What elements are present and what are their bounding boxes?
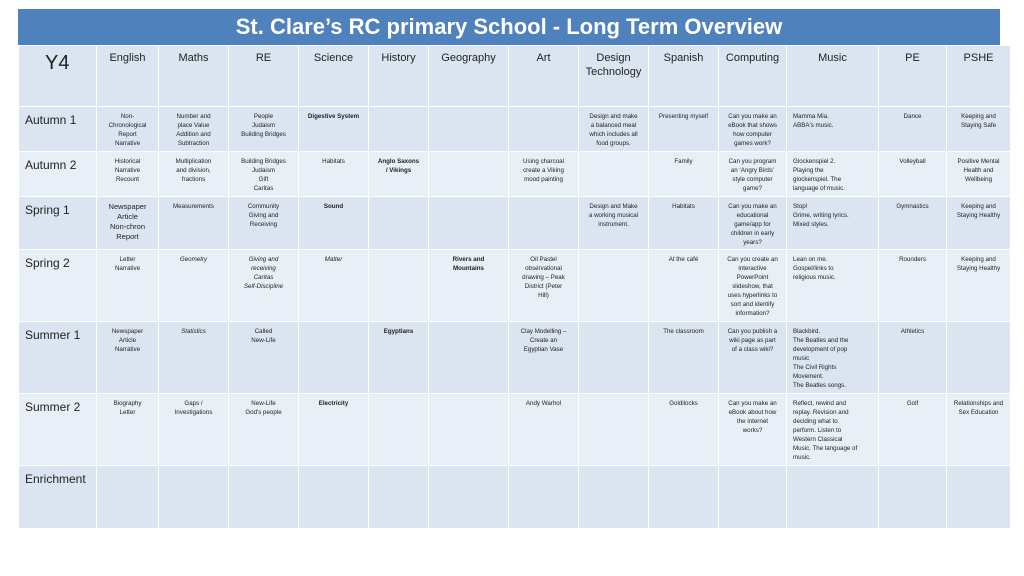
table-cell [787, 466, 879, 529]
subject-header: Maths [159, 46, 229, 107]
term-row-spring-1 [19, 197, 1011, 250]
table-cell: The classroom [649, 322, 719, 394]
table-cell [429, 197, 509, 250]
table-cell: Oil Pastel observational drawing – Peak District (Peter Hill) [509, 250, 579, 322]
table-cell: Design and Make a working musical instrument. [579, 197, 649, 250]
table-cell [369, 107, 429, 152]
table-cell: Gaps / Investigations [159, 394, 229, 466]
subject-header: Geography [429, 46, 509, 107]
subject-header: Spanish [649, 46, 719, 107]
term-row-summer-2 [19, 394, 1011, 466]
table-cell: Rounders [879, 250, 947, 322]
term-row-spring-2 [19, 250, 1011, 322]
subject-header: Computing [719, 46, 787, 107]
table-cell: Measurements [159, 197, 229, 250]
table-cell [947, 322, 1011, 394]
term-label: Summer 2 [19, 394, 97, 466]
table-cell [509, 107, 579, 152]
table-cell: Can you program an ‘Angry Birds’ style computer game? [719, 152, 787, 197]
table-cell: Keeping and Staying Healthy [947, 250, 1011, 322]
subject-header: PSHE [947, 46, 1011, 107]
table-cell [579, 394, 649, 466]
table-cell: Geometry [159, 250, 229, 322]
table-cell [159, 466, 229, 529]
term-label: Spring 2 [19, 250, 97, 322]
table-cell: Blackbird. The Beatles and the development of pop music The Civil Rights Movement. The Beatles songs. [787, 322, 879, 394]
header-row [19, 46, 1011, 107]
term-label: Summer 1 [19, 322, 97, 394]
table-cell: Habitats [649, 197, 719, 250]
table-cell [649, 466, 719, 529]
table-cell: Rivers and Mountains [429, 250, 509, 322]
table-cell: Presenting myself [649, 107, 719, 152]
table-cell: Building Bridges Judaism Gift Caritas [229, 152, 299, 197]
table-cell [229, 466, 299, 529]
table-cell: At the café [649, 250, 719, 322]
table-cell: Multiplication and division, fractions [159, 152, 229, 197]
table-cell: Digestive System [299, 107, 369, 152]
table-cell: Statistics [159, 322, 229, 394]
table-cell: Giving and receiving Caritas Self-Discipline [229, 250, 299, 322]
term-row-summer-1 [19, 322, 1011, 394]
page-title: St. Clare’s RC primary School - Long Term Overview [18, 9, 1000, 45]
table-cell [579, 152, 649, 197]
table-cell: Gymnastics [879, 197, 947, 250]
overview-table [18, 45, 1011, 529]
table-cell [579, 250, 649, 322]
table-cell [369, 466, 429, 529]
table-cell [429, 394, 509, 466]
table-cell: Non- Chronological Report Narrative [97, 107, 159, 152]
table-cell: Lean on me. Gospel/links to religious music. [787, 250, 879, 322]
table-cell [369, 250, 429, 322]
table-cell [579, 322, 649, 394]
table-cell [719, 466, 787, 529]
table-cell: Volleyball [879, 152, 947, 197]
table-cell: Family [649, 152, 719, 197]
table-cell: Positive Mental Health and Wellbeing [947, 152, 1011, 197]
table-cell [947, 466, 1011, 529]
subject-header: Design Technology [579, 46, 649, 107]
term-row-autumn-1 [19, 107, 1011, 152]
table-cell [429, 152, 509, 197]
table-cell: Relationships and Sex Education [947, 394, 1011, 466]
table-cell [429, 107, 509, 152]
table-cell: Using charcoal create a Viking mood painting [509, 152, 579, 197]
table-cell [299, 322, 369, 394]
table-cell [879, 466, 947, 529]
table-cell [509, 197, 579, 250]
subject-header: Music [787, 46, 879, 107]
table-cell: Dance [879, 107, 947, 152]
table-cell: Keeping and Staying Healthy [947, 197, 1011, 250]
table-cell: Community Giving and Receiving [229, 197, 299, 250]
subject-header: RE [229, 46, 299, 107]
table-cell: Athletics [879, 322, 947, 394]
table-cell: Egyptians [369, 322, 429, 394]
table-cell [369, 394, 429, 466]
table-cell: Goldilocks [649, 394, 719, 466]
table-cell [579, 466, 649, 529]
term-label: Autumn 1 [19, 107, 97, 152]
subject-header: English [97, 46, 159, 107]
table-cell [509, 466, 579, 529]
table-cell: Anglo Saxons / Vikings [369, 152, 429, 197]
table-cell: Can you make an educational game/app for children in early years? [719, 197, 787, 250]
term-label: Autumn 2 [19, 152, 97, 197]
table-cell: Design and make a balanced meal which includes all food groups. [579, 107, 649, 152]
subject-header: PE [879, 46, 947, 107]
table-cell: Can you publish a wiki page as part of a class wiki? [719, 322, 787, 394]
table-cell: Called New-Life [229, 322, 299, 394]
table-cell: Electricity [299, 394, 369, 466]
table-cell: Reflect, rewind and replay. Revision and deciding what to perform. Listen to Western Classical Music. The language of music. [787, 394, 879, 466]
table-cell: Golf [879, 394, 947, 466]
year-label: Y4 [19, 46, 97, 107]
table-cell: Biography Letter [97, 394, 159, 466]
table-cell: Historical Narrative Recount [97, 152, 159, 197]
table-cell: Sound [299, 197, 369, 250]
table-cell: Number and place Value Addition and Subtraction [159, 107, 229, 152]
table-cell: Keeping and Staying Safe [947, 107, 1011, 152]
table-cell: Letter Narrative [97, 250, 159, 322]
table-cell: Glockenspiel 2. Playing the glockenspiel. The language of music. [787, 152, 879, 197]
table-cell: Can you create an interactive PowerPoint slideshow, that uses hyperlinks to sort and identify information? [719, 250, 787, 322]
subject-header: Science [299, 46, 369, 107]
table-cell: Stop! Grime, writing lyrics. Mixed styles. [787, 197, 879, 250]
subject-header: History [369, 46, 429, 107]
table-cell: Newspaper Article Non-chron Report [97, 197, 159, 250]
table-cell: People Judaism Building Bridges [229, 107, 299, 152]
table-cell: New-Life God's people [229, 394, 299, 466]
term-label: Spring 1 [19, 197, 97, 250]
subject-header: Art [509, 46, 579, 107]
table-cell [97, 466, 159, 529]
table-cell: Newspaper Article Narrative [97, 322, 159, 394]
table-cell: Mamma Mia. ABBA's music. [787, 107, 879, 152]
table-cell [369, 197, 429, 250]
table-cell [299, 466, 369, 529]
table-cell [429, 322, 509, 394]
table-cell: Habitats [299, 152, 369, 197]
table-cell: Can you make an eBook about how the internet works? [719, 394, 787, 466]
term-row-autumn-2 [19, 152, 1011, 197]
table-cell: Matter [299, 250, 369, 322]
term-label: Enrichment [19, 466, 97, 529]
table-cell: Can you make an eBook that shows how computer games work? [719, 107, 787, 152]
table-cell: Andy Warhol [509, 394, 579, 466]
term-row-enrichment [19, 466, 1011, 529]
table-cell: Clay Modelling – Create an Egyptian Vase [509, 322, 579, 394]
table-cell [429, 466, 509, 529]
